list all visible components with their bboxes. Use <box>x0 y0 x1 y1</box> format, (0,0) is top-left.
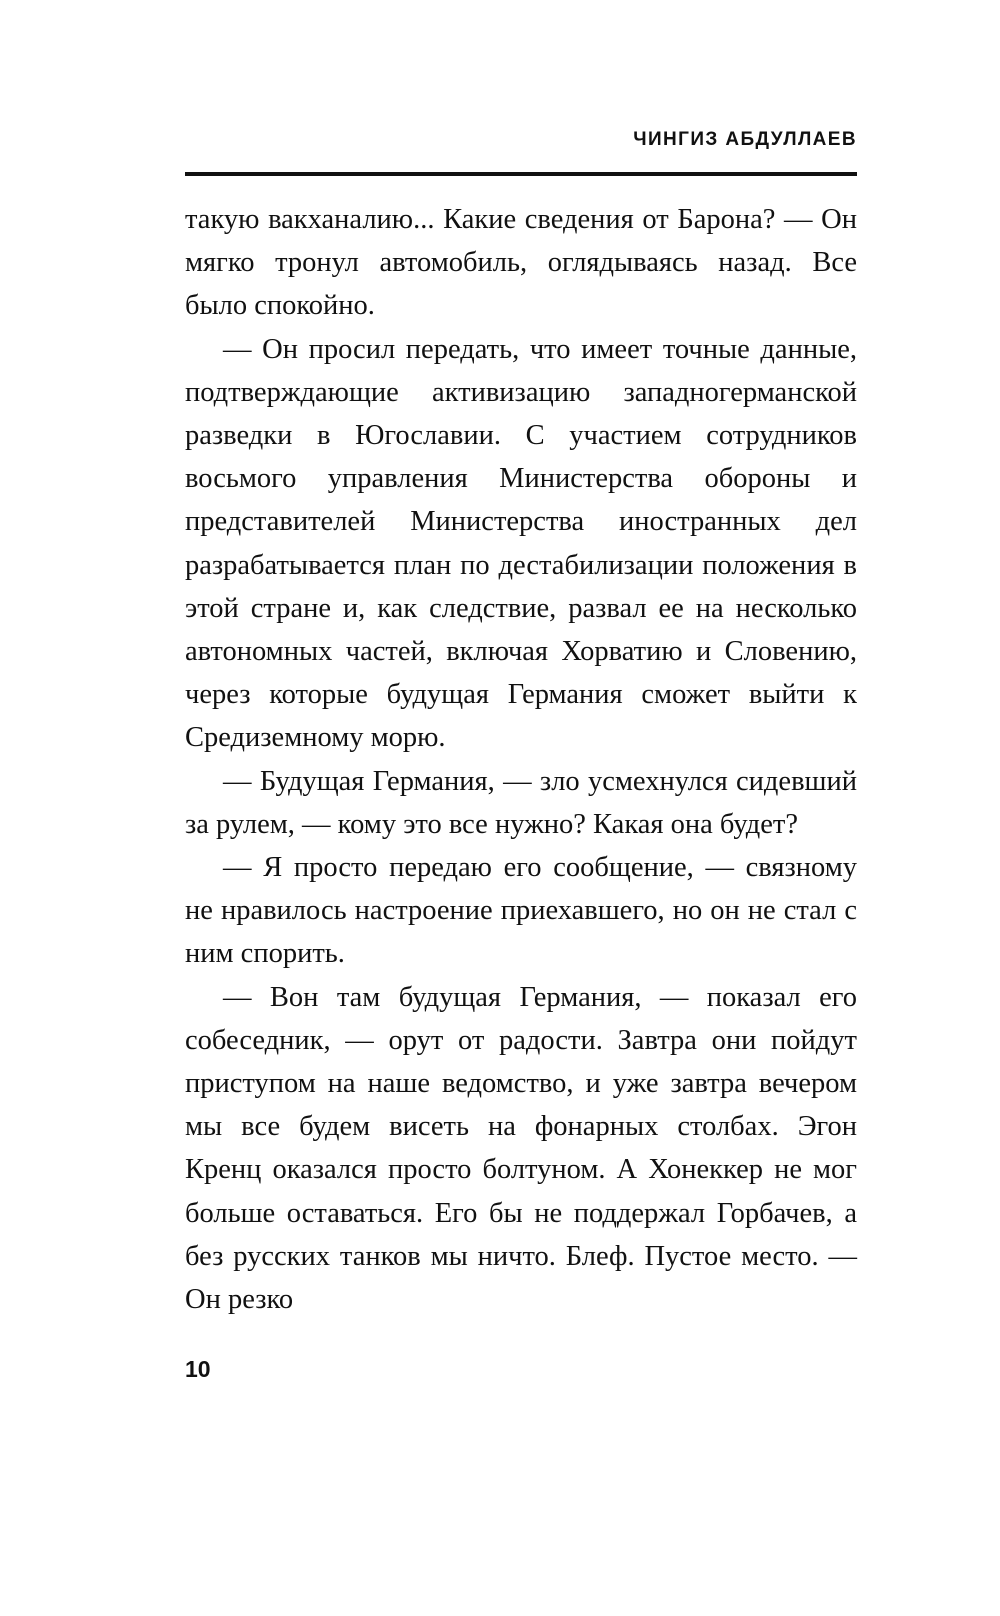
paragraph: — Я просто передаю его сообщение, — связному не нравилось настроение приехавшего, но он не стал с ним спорить. <box>185 852 857 970</box>
paragraph: — Он просил передать, что имеет точные данные, подтверждающие активизацию западногерманской разведки в Югославии. С участием сотрудников восьмого управления Министерства обороны и представителей Министерства иностранных дел разрабатывается план по дестабилизации положения в этой стране и, как следствие, развал ее на несколько автономных частей, включая Хорватию и Словению, через которые будущая Германия сможет выйти к Средиземному морю. <box>185 333 857 754</box>
running-head-author: ЧИНГИЗ АБДУЛЛАЕВ <box>633 129 857 150</box>
page-body <box>185 198 857 1321</box>
page-number: 10 <box>185 1356 211 1382</box>
header-divider <box>185 172 857 176</box>
running-head <box>185 130 857 151</box>
paragraph: — Вон там будущая Германия, — показал его собеседник, — орут от радости. Завтра они пойдут приступом на наше ведомство, и уже завтра вечером мы все будем висеть на фонарных столбах. Эгон Кренц оказался просто болтуном. А Хонеккер не мог больше оставаться. Его бы не поддержал Горбачев, а без русских танков мы ничто. Блеф. Пустое место. — Он резко <box>185 981 857 1316</box>
paragraph: — Будущая Германия, — зло усмехнулся сидевший за рулем, — кому это все нужно? Какая она будет? <box>185 765 857 840</box>
paragraph: такую вакханалию... Какие сведения от Барона? — Он мягко тронул автомобиль, оглядываясь назад. Все было спокойно. <box>185 204 857 322</box>
